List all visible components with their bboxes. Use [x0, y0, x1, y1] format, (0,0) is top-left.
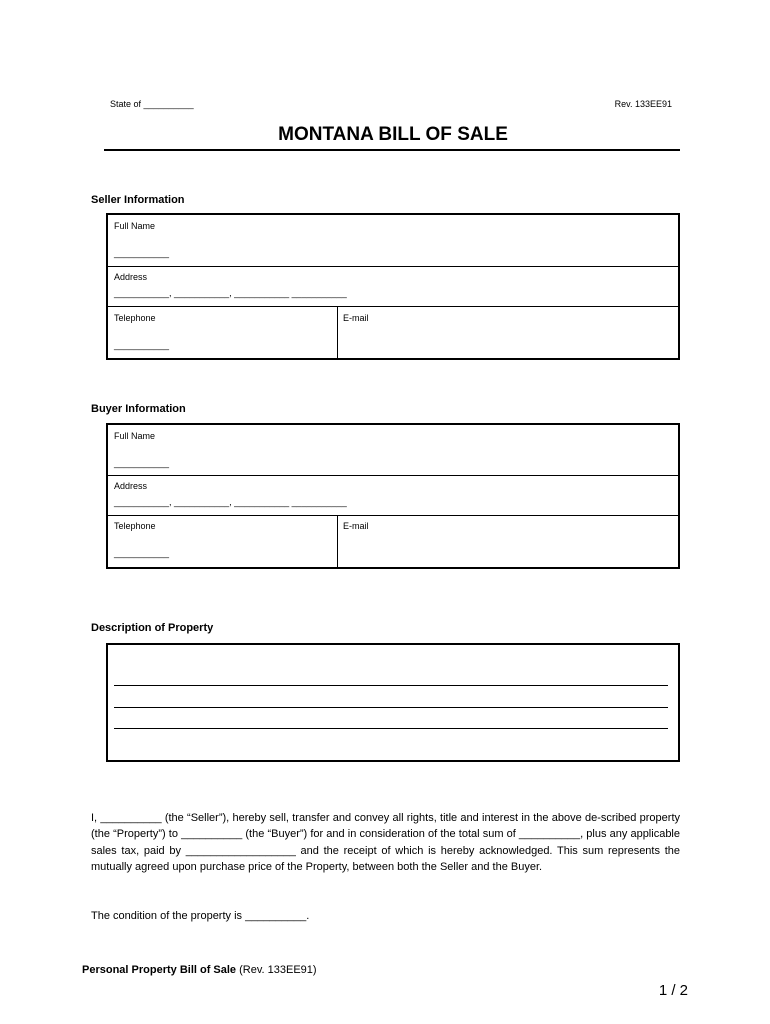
seller-address-field[interactable]: ___________, ___________, ___________ ___________	[114, 288, 347, 298]
seller-info-box	[106, 213, 680, 360]
page-title: MONTANA BILL OF SALE	[278, 124, 508, 145]
revision-label: Rev. 133EE91	[614, 99, 672, 109]
seller-full-name-field[interactable]: ___________	[114, 248, 170, 258]
seller-full-name-label: Full Name	[114, 221, 156, 231]
seller-email-label: E-mail	[343, 313, 369, 323]
buyer-address-field[interactable]: ___________, ___________, ___________ ___________	[114, 497, 347, 507]
buyer-telephone-field[interactable]: ___________	[114, 548, 170, 558]
property-description-box[interactable]	[106, 643, 680, 762]
buyer-full-name-field[interactable]: ___________	[114, 458, 170, 468]
footer-form-revision: (Rev. 133EE91)	[236, 964, 317, 976]
description-line	[114, 707, 668, 708]
sale-agreement-paragraph: I, __________ (the “Seller”), hereby sell, transfer and convey all rights, title and interest in the above de-scribed property (the “Property”) to __________ (the “Buyer”) for and in consideration of the total sum of __________, plus any applicable sales tax, paid by __________________ and the receipt of which is hereby acknowledged. This sum represents the mutually agreed upon purchase price of the Property, between both the Seller and the Buyer.	[91, 812, 680, 874]
state-label: State of __________	[110, 99, 194, 109]
seller-address-row	[108, 267, 678, 307]
seller-telephone-field[interactable]: ___________	[114, 340, 170, 350]
buyer-address-label: Address	[114, 481, 148, 491]
seller-full-name-row	[108, 215, 678, 267]
buyer-section-heading: Buyer Information	[91, 403, 186, 415]
seller-address-label: Address	[114, 272, 148, 282]
seller-telephone-label: Telephone	[114, 313, 156, 323]
property-section-heading: Description of Property	[91, 622, 214, 634]
buyer-contact-row	[108, 516, 678, 567]
description-line	[114, 685, 668, 686]
footer-form-label	[82, 964, 317, 976]
buyer-telephone-label: Telephone	[114, 521, 156, 531]
buyer-address-row	[108, 476, 678, 516]
seller-contact-divider	[337, 307, 338, 358]
page-number: 1 / 2	[658, 982, 688, 999]
property-condition-statement: The condition of the property is __________.	[91, 910, 310, 922]
seller-section-heading: Seller Information	[91, 194, 185, 206]
buyer-full-name-row	[108, 425, 678, 476]
buyer-contact-divider	[337, 516, 338, 567]
seller-contact-row	[108, 307, 678, 358]
buyer-email-label: E-mail	[343, 521, 369, 531]
title-divider	[104, 149, 680, 151]
description-line	[114, 728, 668, 729]
footer-form-name: Personal Property Bill of Sale	[82, 964, 237, 976]
buyer-info-box	[106, 423, 680, 569]
buyer-full-name-label: Full Name	[114, 431, 156, 441]
